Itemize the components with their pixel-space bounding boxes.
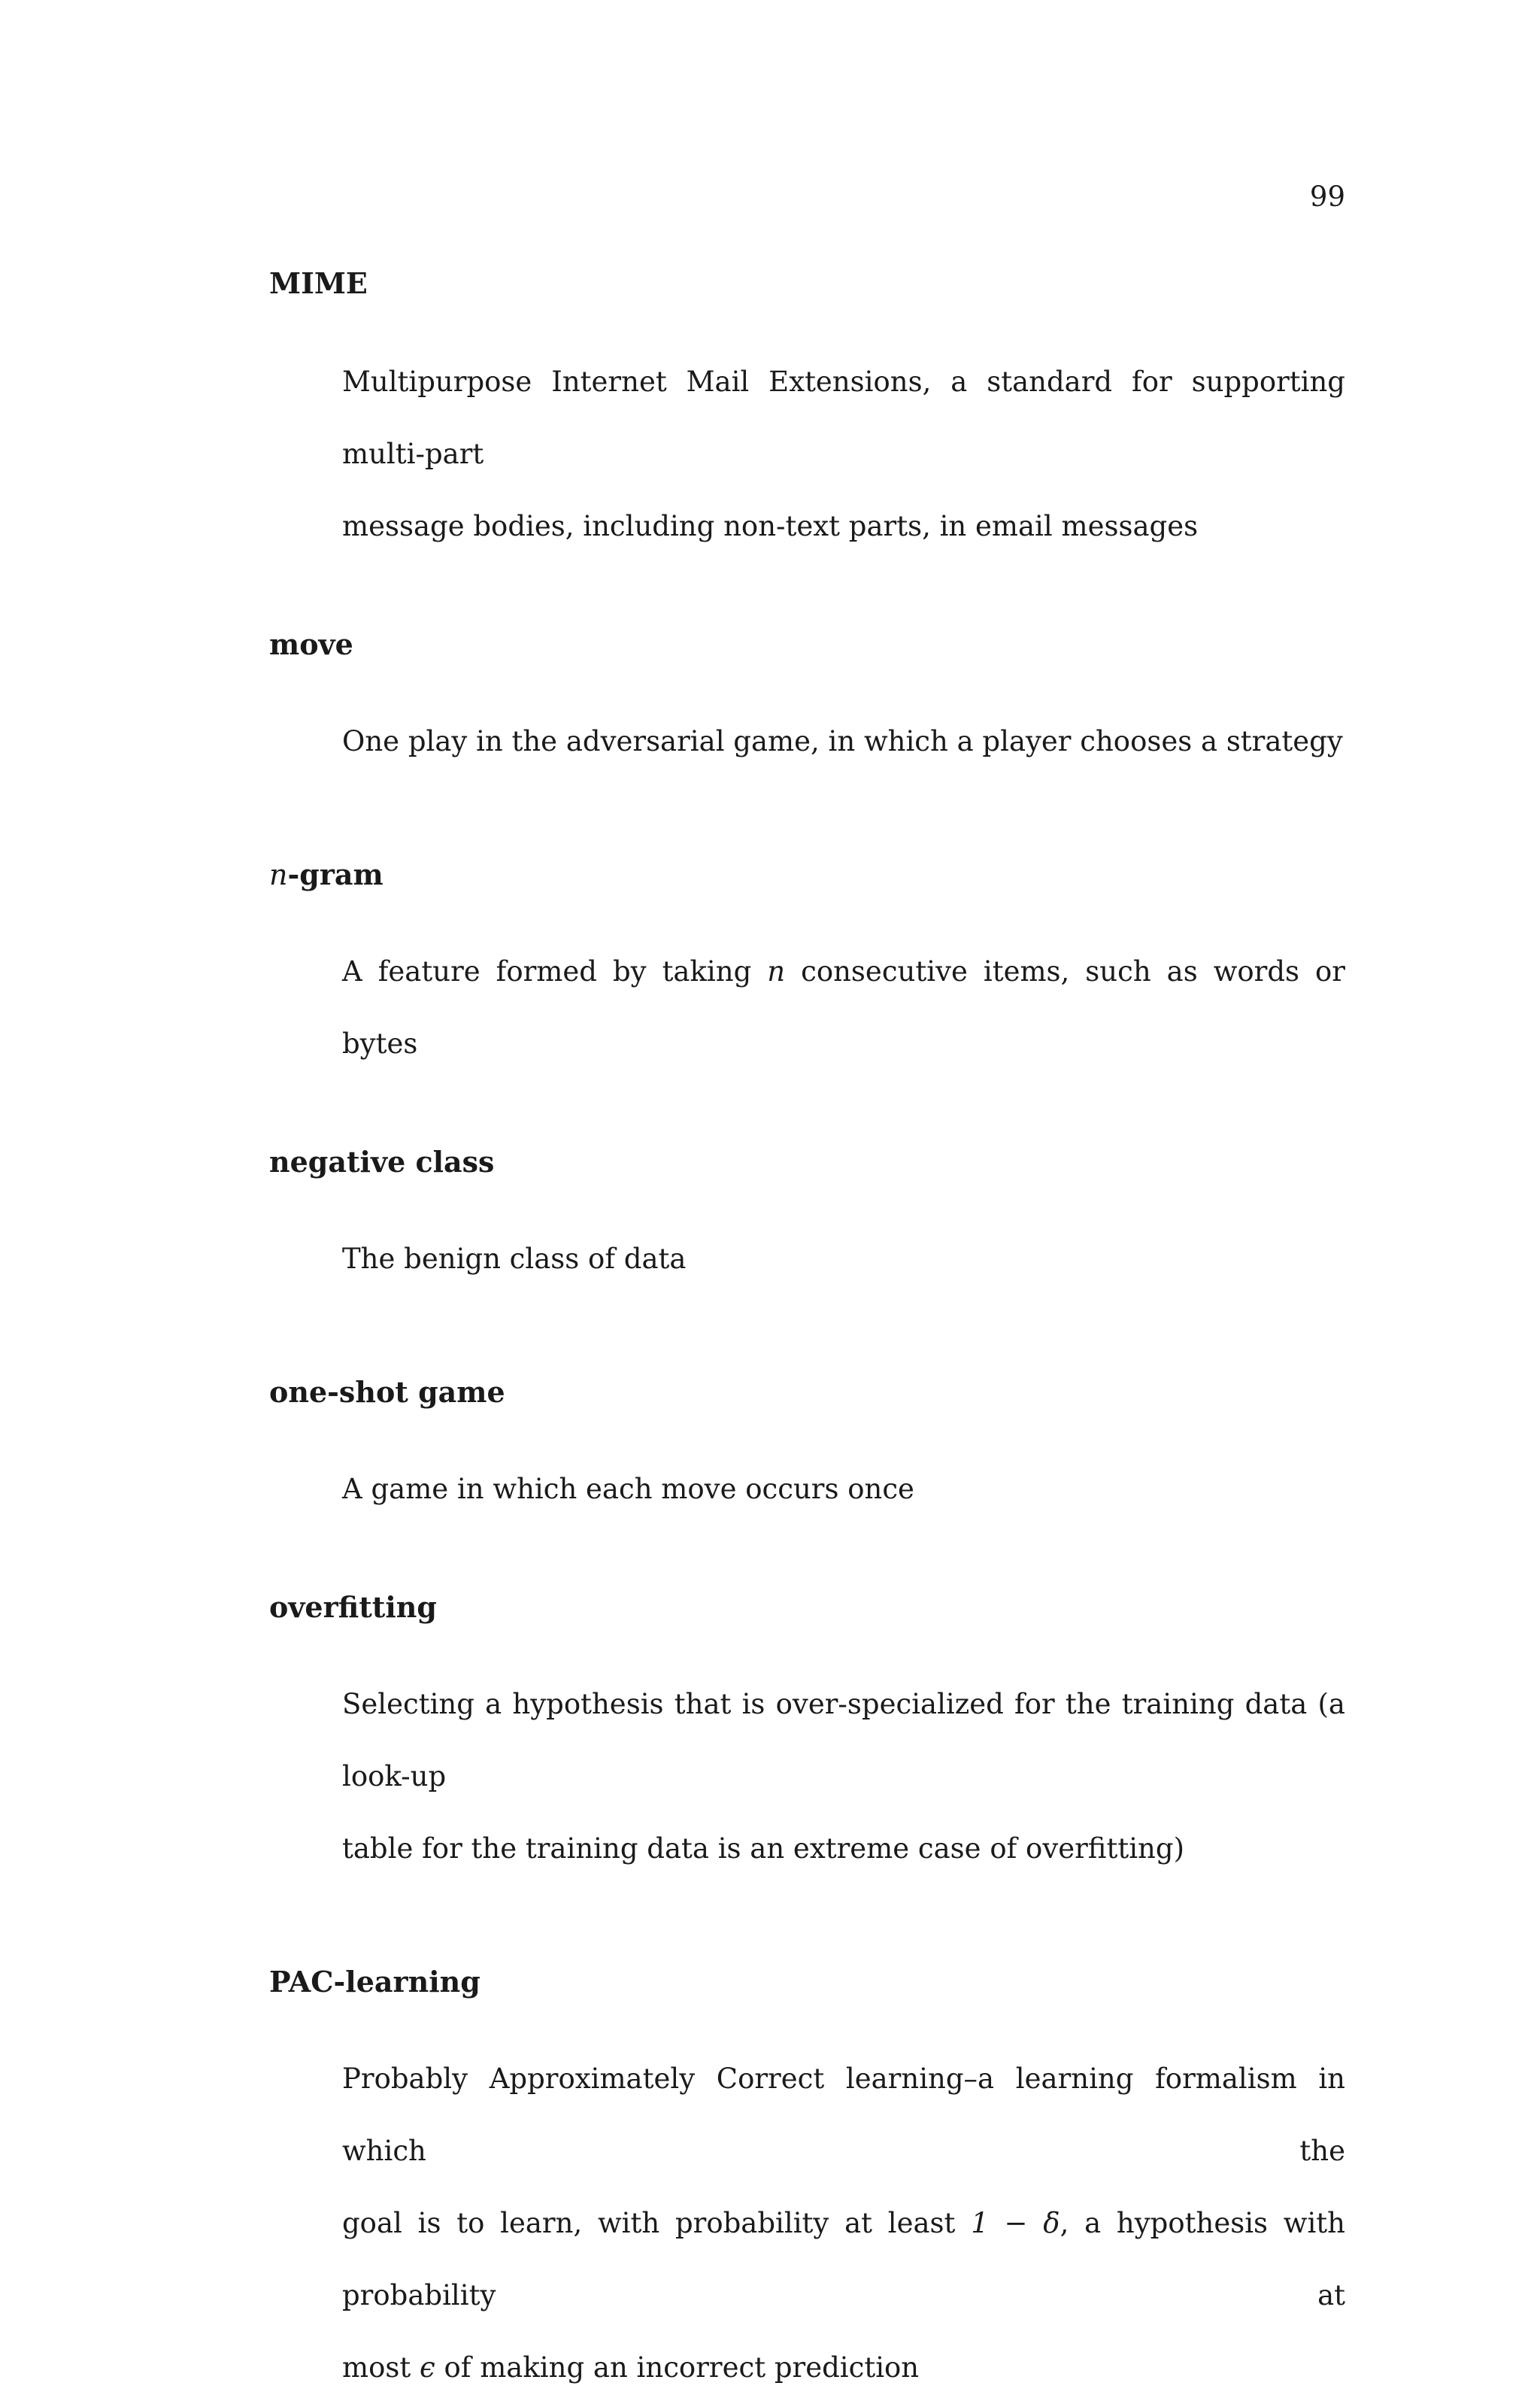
glossary-entry-move [269,627,1345,778]
glossary-entry-overfitting [269,1590,1345,1885]
glossary-definition [269,1453,1345,1525]
definition-line: table for the training data is an extreme case of overfitting) [342,1832,1185,1865]
definition-line: The benign class of data [342,1243,687,1275]
glossary-term: PAC-learning [269,1965,480,1999]
glossary-term: move [269,627,353,661]
glossary-definition [269,1223,1345,1295]
glossary-term: one-shot game [269,1375,505,1409]
definition-line [342,936,1345,1080]
glossary-term [269,857,1345,891]
definition-text: of making an incorrect prediction [435,2351,920,2384]
glossary-definition [269,706,1345,778]
glossary-entry-pac-learning [269,1965,1345,2404]
definition-line: message bodies, including non-text parts, in email messages [342,510,1199,542]
definition-line: Multipurpose Internet Mail Extensions, a standard for supporting multi-part [342,366,1345,470]
glossary-entry-mime [269,266,1345,563]
glossary-definition [269,346,1345,563]
definition-text: goal is to learn, with probability at least [342,2207,972,2239]
glossary-definition [269,1668,1345,1885]
glossary-term: MIME [269,266,368,300]
definition-text: , a hypothesis with probability at [342,2207,1345,2311]
glossary-term: overfitting [269,1590,437,1624]
definition-math: 1 − δ [971,2207,1060,2239]
glossary-entry-negative-class [269,1145,1345,1295]
glossary-list [269,266,1345,2404]
definition-line: Selecting a hypothesis that is over-specialized for the training data (a look-up [342,1688,1345,1792]
definition-text: A feature formed by taking [342,955,768,988]
term-math: n [269,858,288,891]
definition-text: consecutive items, such as words or bytes [342,955,1345,1060]
glossary-definition [269,936,1345,1080]
glossary-entry-n-gram [269,857,1345,1080]
definition-line [342,2332,1345,2404]
term-suffix: -gram [287,857,383,891]
glossary-definition [269,2043,1345,2404]
page-number: 99 [1309,181,1345,213]
glossary-entry-one-shot-game [269,1375,1345,1525]
glossary-term: negative class [269,1145,495,1179]
definition-math: n [767,955,786,988]
definition-line: One play in the adversarial game, in which a player chooses a strategy [342,725,1343,757]
definition-math: ϵ [419,2351,435,2384]
definition-line [342,2187,1345,2332]
definition-line: A game in which each move occurs once [342,1473,914,1505]
definition-line: Probably Approximately Correct learning–a learning formalism in which the [342,2063,1345,2167]
definition-text: most [342,2351,420,2384]
